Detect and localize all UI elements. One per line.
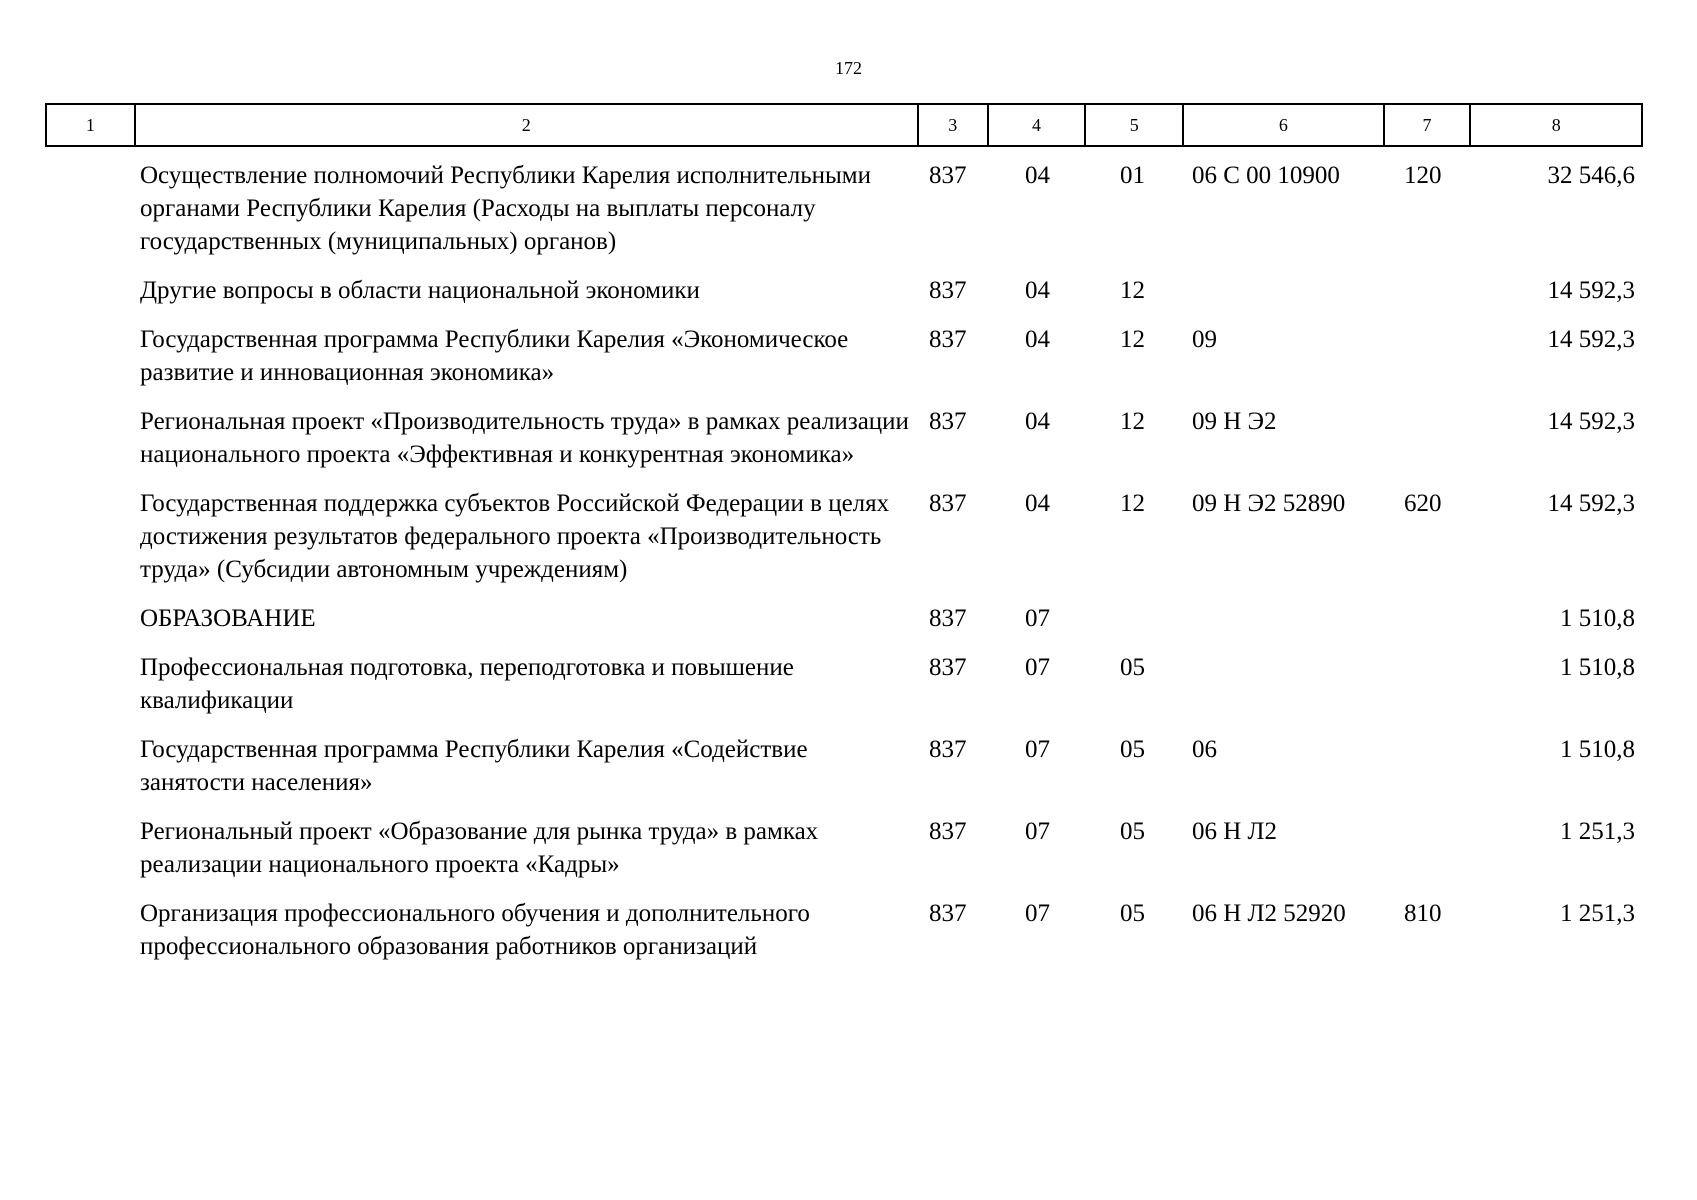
row-description: Профессиональная подготовка, переподготовка и повышение квалификации	[140, 654, 794, 714]
row-subsection-code: 12	[1120, 277, 1145, 304]
table-row	[45, 274, 1643, 307]
row-ministry-code: 837	[929, 818, 967, 845]
row-section-code: 07	[1025, 736, 1050, 763]
row-section-code: 04	[1025, 490, 1050, 517]
page-number: 172	[835, 58, 862, 78]
table-row	[45, 733, 1643, 799]
row-section-code: 07	[1025, 605, 1050, 632]
row-section-code: 07	[1025, 818, 1050, 845]
row-ministry-code: 837	[929, 605, 967, 632]
row-expense-type	[1384, 651, 1471, 717]
row-ministry-code: 837	[929, 162, 967, 189]
row-description: Региональная проект «Производительность труда» в рамках реализации национального проекта «Эффективная и конкурентная экономика»	[140, 408, 909, 468]
table-row	[45, 651, 1643, 717]
row-ministry-code: 837	[929, 408, 967, 435]
row-ministry-code: 837	[929, 736, 967, 763]
row-section-code: 04	[1025, 408, 1050, 435]
row-expense-type	[1384, 602, 1471, 635]
row-target-article: 06	[1192, 736, 1217, 763]
header-col-5: 5	[1084, 105, 1182, 145]
row-col-1	[45, 602, 132, 635]
row-section-code: 07	[1025, 654, 1050, 681]
table-row	[45, 897, 1643, 963]
table-row	[45, 159, 1643, 258]
row-subsection-code: 05	[1120, 736, 1145, 763]
row-description: Государственная программа Республики Карелия «Содействие занятости населения»	[140, 736, 808, 796]
header-col-2: 2	[134, 105, 917, 145]
row-target-article	[1183, 602, 1384, 635]
row-subsection-code	[1085, 602, 1183, 635]
row-subsection-code: 12	[1120, 490, 1145, 517]
row-amount: 1 510,8	[1560, 736, 1635, 763]
row-ministry-code: 837	[929, 326, 967, 353]
row-amount: 14 592,3	[1547, 490, 1635, 517]
row-target-article: 09 Н Э2	[1192, 408, 1277, 435]
row-amount: 1 510,8	[1560, 654, 1635, 681]
row-description: Организация профессионального обучения и дополнительного профессионального образования работников организаций	[140, 900, 810, 960]
row-col-1	[45, 159, 132, 258]
row-amount: 14 592,3	[1547, 326, 1635, 353]
row-section-code: 04	[1025, 162, 1050, 189]
row-target-article: 06 С 00 10900	[1192, 162, 1340, 189]
row-section-code: 04	[1025, 326, 1050, 353]
row-ministry-code: 837	[929, 277, 967, 304]
header-col-8: 8	[1469, 105, 1641, 145]
row-subsection-code: 12	[1120, 408, 1145, 435]
row-expense-type	[1384, 323, 1471, 389]
row-target-article: 09 Н Э2 52890	[1192, 490, 1346, 517]
row-col-1	[45, 323, 132, 389]
table-row	[45, 405, 1643, 471]
row-col-1	[45, 733, 132, 799]
budget-table	[45, 103, 1643, 963]
row-subsection-code: 12	[1120, 326, 1145, 353]
row-expense-type	[1384, 733, 1471, 799]
row-subsection-code: 05	[1120, 900, 1145, 927]
row-section-code: 04	[1025, 277, 1050, 304]
table-body	[45, 147, 1643, 963]
row-target-article	[1183, 274, 1384, 307]
row-ministry-code: 837	[929, 900, 967, 927]
row-col-1	[45, 274, 132, 307]
row-amount: 14 592,3	[1547, 408, 1635, 435]
row-col-1	[45, 487, 132, 586]
row-col-1	[45, 897, 132, 963]
row-expense-type: 810	[1404, 900, 1442, 927]
row-description: Другие вопросы в области национальной экономики	[140, 277, 700, 304]
table-header	[45, 103, 1643, 147]
row-section-code: 07	[1025, 900, 1050, 927]
table-row	[45, 602, 1643, 635]
row-col-1	[45, 651, 132, 717]
row-amount: 14 592,3	[1547, 277, 1635, 304]
row-expense-type	[1384, 815, 1471, 881]
row-amount: 32 546,6	[1547, 162, 1635, 189]
table-row	[45, 487, 1643, 586]
row-col-1	[45, 815, 132, 881]
row-expense-type: 120	[1404, 162, 1442, 189]
row-target-article: 06 Н Л2	[1192, 818, 1278, 845]
row-subsection-code: 05	[1120, 818, 1145, 845]
header-col-3: 3	[917, 105, 987, 145]
row-ministry-code: 837	[929, 654, 967, 681]
row-expense-type: 620	[1404, 490, 1442, 517]
header-col-4: 4	[987, 105, 1085, 145]
row-amount: 1 251,3	[1560, 818, 1635, 845]
row-description: Региональный проект «Образование для рынка труда» в рамках реализации национального проекта «Кадры»	[140, 818, 819, 878]
row-amount: 1 510,8	[1560, 605, 1635, 632]
row-col-1	[45, 405, 132, 471]
row-description: Государственная поддержка субъектов Российской Федерации в целях достижения результатов федерального проекта «Производительность труда» (Субсидии автономным учреждениям)	[140, 490, 890, 583]
row-description: Государственная программа Республики Карелия «Экономическое развитие и инновационная экономика»	[140, 326, 849, 386]
table-row	[45, 323, 1643, 389]
row-target-article: 06 Н Л2 52920	[1192, 900, 1346, 927]
row-subsection-code: 01	[1120, 162, 1145, 189]
row-description: Осуществление полномочий Республики Карелия исполнительными органами Республики Карелия (Расходы на выплаты персоналу государственных (муниципальных) органов)	[140, 162, 871, 255]
header-col-1: 1	[85, 114, 95, 135]
row-target-article	[1183, 651, 1384, 717]
row-expense-type	[1384, 274, 1471, 307]
header-col-6: 6	[1182, 105, 1383, 145]
row-ministry-code: 837	[929, 490, 967, 517]
row-subsection-code: 05	[1120, 654, 1145, 681]
row-target-article: 09	[1192, 326, 1217, 353]
row-amount: 1 251,3	[1560, 900, 1635, 927]
header-col-7: 7	[1383, 105, 1470, 145]
table-row	[45, 815, 1643, 881]
row-expense-type	[1384, 405, 1471, 471]
row-description: ОБРАЗОВАНИЕ	[140, 605, 316, 632]
